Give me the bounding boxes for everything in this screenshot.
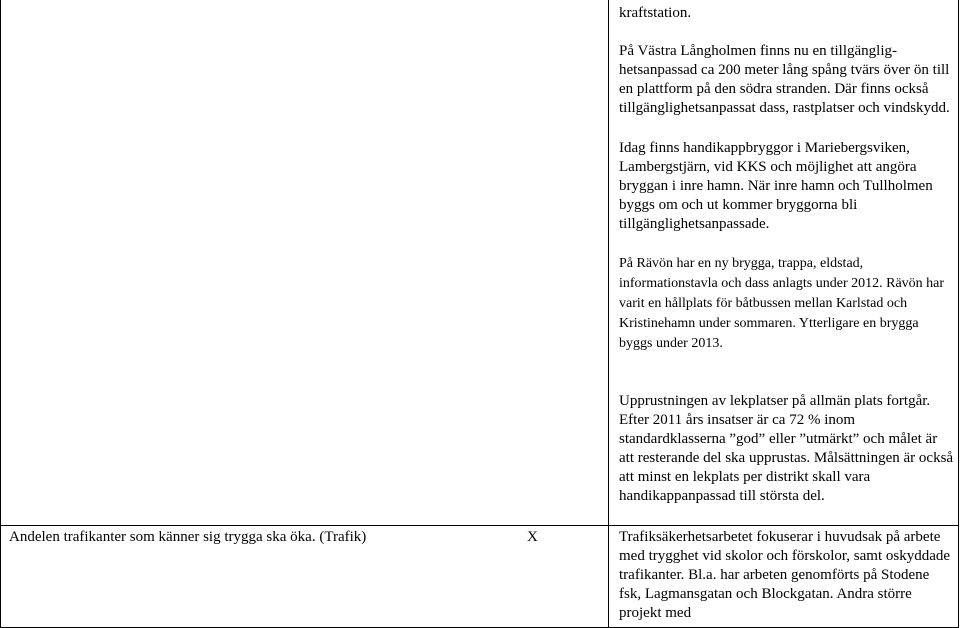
table-border-right (958, 0, 959, 628)
paragraph-trafiksakerhet: Trafiksäkerhetsarbetet fokuserar i huvudsak på arbete med trygghet vid skolor och förskolor, samt oskyddade trafikanter. Bl.a. har arbeten genomförts på Stodene fsk, Lagmansgatan och Blockgatan. Andra större projekt med (619, 529, 951, 621)
goal-label: Andelen trafikanter som känner sig trygga ska öka. (Trafik) (9, 529, 367, 545)
paragraph-vastra-langholmen: På Västra Långholmen finns nu en tillgänglig-hetsanpassad ca 200 meter lång spång tvärs över ön till en plattform på den södra stranden. Där finns också tillgänglighetsanpassat dass, rastplatser och vindskydd. (619, 43, 950, 116)
paragraph-lekplatser: Upprustningen av lekplatser på allmän plats fortgår. Efter 2011 års insatser är ca 72 % inom standardklasserna ”god” eller ”utmärkt” och målet är att resterande del ska upprustas. Målsättningen är också att minst en lekplats per distrikt skall vara handikappanpassad till största del. (619, 393, 954, 504)
table-border-left (0, 0, 1, 628)
right-column-lekplatser (619, 392, 955, 506)
row-divider (0, 525, 959, 526)
right-column-trafik (619, 528, 955, 623)
right-column-upper (619, 4, 955, 354)
table-divider-2 (608, 0, 609, 628)
paragraph-ravon: På Rävön har en ny brygga, trappa, eldstad, informationstavla och dass anlagts under 2012. Rävön har varit en hållplats för båtbussen mellan Karlstad och Kristinehamn under sommaren. Ytterligare en brygga byggs under 2013. (619, 256, 945, 351)
goal-mark: X (527, 529, 538, 545)
paragraph-kraftstation: kraftstation. (619, 5, 692, 21)
paragraph-handikappbryggor: Idag finns handikappbryggor i Mariebergsviken, Lambergstjärn, vid KKS och möjlighet att angöra bryggan i inre hamn. När inre hamn och Tullholmen byggs om och ut kommer bryggorna bli tillgänglighetsanpassade. (619, 140, 933, 232)
